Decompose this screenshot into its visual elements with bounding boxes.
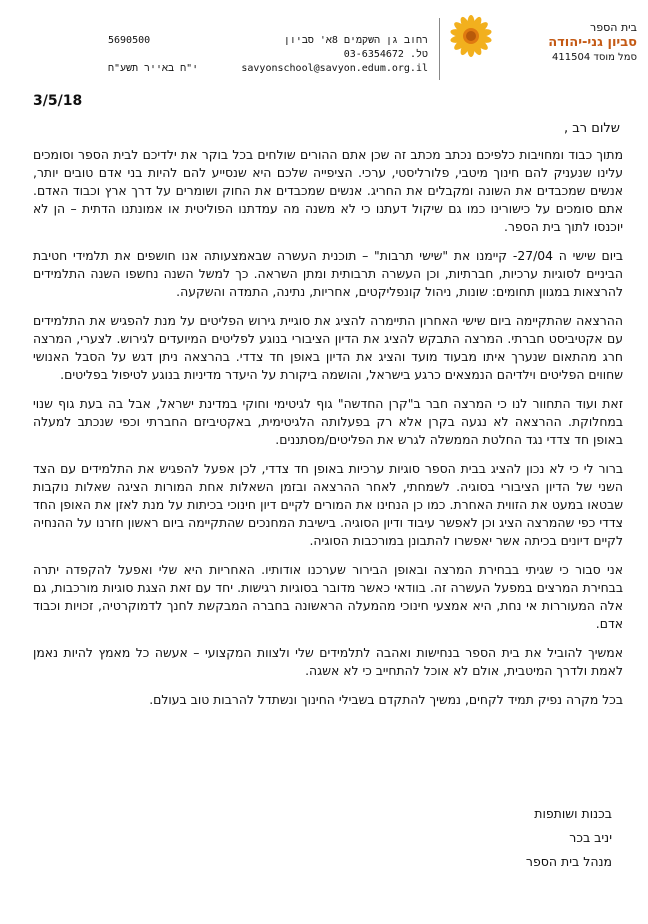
paragraph: ברור לי כי לא נכון להציג בבית הספר סוגיות ערכיות באופן חד צדדי, לכן אפעל להפגיש את התלמידים עם הצד השני של הדיון הציבורי בסוגיה. לשמחתי, לאחר ההרצאה ובזמן השאלות אחת המורות הציגה שאלות נוקבות שבטאו במעט את הזווית האחרת. כמו כן הנחינו את המורים לקיים דיון חינוכי בכיתות על מנת לאזן את האופן החד צדדי כפי שהמרצה הציג וכן לאפשר עיבוד ודיון הסוגיה. בישיבת המחנכים שהתקיימה ביום ראשון חזרנו על ההנחיה לקיים דיונים בכיתה אשר יאפשרו להתבונן במורכבות הסוגיה. xyxy=(33,461,623,548)
email: savyonschool@savyon.edum.org.il xyxy=(241,63,428,74)
phone: טל. 03-6354672 xyxy=(343,49,428,60)
salutation: שלום רב , xyxy=(563,121,620,136)
letter-body xyxy=(33,146,623,720)
institution-label: סמל מוסד xyxy=(593,52,637,63)
signer-role: מנהל בית הספר xyxy=(525,854,612,869)
paragraph: אני סבור כי שגיתי בבחירת המרצה ובאופן הבירור שערכנו אודותיו. האחריות היא שלי ואפעל להקפדה יתרה בבחירת המרצים במפעל העשרה זה. בוודאי כאשר מדובר בסוגיות רגישות. יחד עם זאת הצגת סוגיות מורכבות, גם אלה המעוררות אי נחת, היא אמצעי חינוכי מהמעלה הראשונה בחברה המבקשת לחנך לדמוקרטיה, זכויות וכבוד אדם. xyxy=(33,562,623,631)
paragraph: אמשיך להוביל את בית הספר בנחישות ואהבה לתלמידים שלי ולצוות המקצועי – אעשה כל מאמץ להיות נאמן לאמת ולדרך המיטבית, אולם לא אוכל להתחייב כי לא אשגה. xyxy=(33,645,623,678)
address: רחוב גן השקמים 8א' סביון xyxy=(283,35,428,46)
hebrew-date: י"ח באייר תשע"ח xyxy=(108,63,199,74)
school-identity xyxy=(497,20,637,65)
sunflower-logo-icon xyxy=(449,14,493,58)
paragraph: בכל מקרה נפיק תמיד לקחים, נמשיך להתקדם בשבילי החינוך ונשתדל להרבות טוב בעולם. xyxy=(149,692,623,707)
letter-date: 3/5/18 xyxy=(33,93,83,109)
contact-details xyxy=(108,34,428,76)
institution-code: 411504 xyxy=(552,52,591,63)
institution-code-line xyxy=(497,50,637,65)
header-divider xyxy=(439,18,440,80)
paragraph: זאת ועוד התחוור לנו כי המרצה חבר ב"קרן החדשה" גוף לגיטימי וחוקי במדינת ישראל, אבל בה בעת גוף שנוי במחלוקת. ההרצאה לא נגעה בקרן אלא רק בפעלותה הלגיטימית, באקטיביזם החברתי וכפי שנכתב למעלה באופן חד צדדי נגד החלטת הממשלה לגרש את הפליטים/מסתננים. xyxy=(33,396,623,447)
letterhead xyxy=(0,0,648,90)
signature-block xyxy=(0,802,612,874)
paragraph: ביום שישי ה 27/04- קיימנו את "שישי תרבות" – תוכנית העשרה שבאמצעותה אנו חושפים את תלמידי חטיבת הביניים לסוגיות ערכיות, חברתיות, וכן העשרה תרבותית ומתן השראה. כך למשל השנה נחשפו השנה התלמידים להרצאות במגוון תחומים: שונות, ניהול קונפליקטים, אחריות, נתינה, התמדה והשקעה. xyxy=(33,248,624,299)
closing: בכנות ושותפות xyxy=(534,806,612,821)
paragraph: ההרצאה שהתקיימה ביום שישי האחרון התיימרה להציג את סוגיית גירוש הפליטים על מנת להפגיש את התלמידים עם אקטיביסט חברתי. המרצה התבקש להציג את הדיון הציבורי בנוגע לפליטים המיועדים לגירוש. לצערי, המרצה חרג מהתאום שנערך איתו מבעוד מועד והציג את הדיון באופן חד צדדי. בהרצאה ניתן דגש על הסבל האנושי שחווים הפליטים וילדיהם הנמצאים כרגע בישראל, והושמה ביקורת על היעדר מדיניות בנוגע לטיפול בפליטים. xyxy=(33,313,623,382)
signer-name: יניב בכר xyxy=(569,830,612,845)
school-name: סביון גני-יהודה xyxy=(548,35,637,50)
postal-code: 5690500 xyxy=(108,35,151,46)
paragraph: מתוך כבוד ומחויבות כלפיכם נכתב מכתב זה שכן אתם ההורים שולחים בכל בוקר את ילדיכם לבית הספר וסומכים עלינו שנעניק להם חינוך מיטבי, פלורליסטי, ערכי. הציפייה שלכם היא שנסייע להם להיות בני אדם טובים יותר, אנשים שמכבדים את השונה ומקבלים את החריג. אנשים שמכבדים את החוק ושומרים על דרך ארץ וכבוד האדם. אתם סומכים על כישורינו כמו גם שיקול דעתנו כי לא משנה מה עמדתנו הפוליטית או אמונתנו הדתית – הן לא יוכנסו לתוך בית הספר. xyxy=(33,147,623,234)
school-label: בית הספר xyxy=(590,21,637,34)
